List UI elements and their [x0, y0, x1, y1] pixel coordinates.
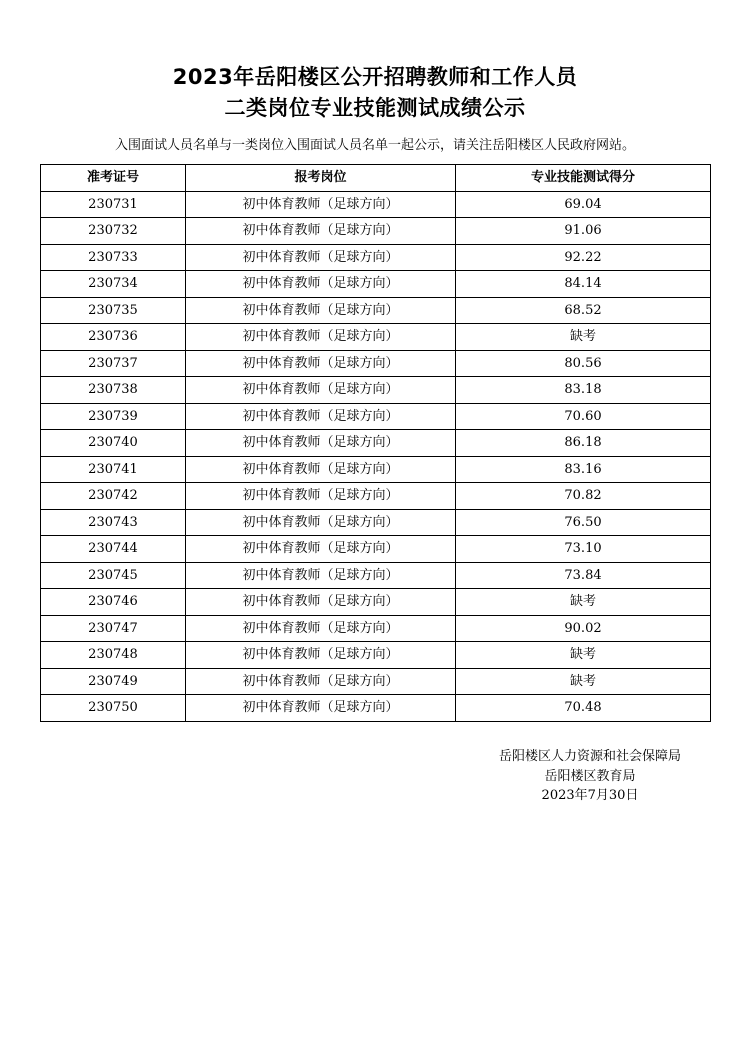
position-cell: 初中体育教师（足球方向）: [186, 324, 456, 351]
table-row: [41, 456, 711, 483]
table-row: [41, 695, 711, 722]
table-row: [41, 562, 711, 589]
exam-number-cell: 230738: [41, 377, 186, 404]
exam-number-cell: 230732: [41, 218, 186, 245]
score-cell: 91.06: [456, 218, 711, 245]
header-position: 报考岗位: [186, 165, 456, 192]
position-cell: 初中体育教师（足球方向）: [186, 536, 456, 563]
table-row: [41, 191, 711, 218]
score-cell: 缺考: [456, 668, 711, 695]
score-cell: 73.10: [456, 536, 711, 563]
score-cell: 83.18: [456, 377, 711, 404]
exam-number-cell: 230737: [41, 350, 186, 377]
page-title: 2023年岳阳楼区公开招聘教师和工作人员: [172, 65, 578, 89]
position-cell: 初中体育教师（足球方向）: [186, 668, 456, 695]
score-cell: 70.82: [456, 483, 711, 510]
score-cell: 70.48: [456, 695, 711, 722]
position-cell: 初中体育教师（足球方向）: [186, 642, 456, 669]
score-table: [40, 164, 711, 722]
table-row: [41, 536, 711, 563]
header-score: 专业技能测试得分: [456, 165, 711, 192]
table-header-row: [41, 165, 711, 192]
exam-number-cell: 230734: [41, 271, 186, 298]
exam-number-cell: 230733: [41, 244, 186, 271]
page-subtitle: 二类岗位专业技能测试成绩公示: [224, 96, 526, 120]
table-row: [41, 350, 711, 377]
table-row: [41, 430, 711, 457]
score-cell: 缺考: [456, 324, 711, 351]
score-cell: 83.16: [456, 456, 711, 483]
position-cell: 初中体育教师（足球方向）: [186, 509, 456, 536]
issuer-hr-bureau: 岳阳楼区人力资源和社会保障局: [498, 749, 681, 764]
score-cell: 73.84: [456, 562, 711, 589]
exam-number-cell: 230746: [41, 589, 186, 616]
table-row: [41, 589, 711, 616]
position-cell: 初中体育教师（足球方向）: [186, 350, 456, 377]
score-cell: 缺考: [456, 642, 711, 669]
issue-date: 2023年7月30日: [541, 788, 639, 803]
exam-number-cell: 230731: [41, 191, 186, 218]
score-cell: 84.14: [456, 271, 711, 298]
position-cell: 初中体育教师（足球方向）: [186, 456, 456, 483]
exam-number-cell: 230744: [41, 536, 186, 563]
table-row: [41, 668, 711, 695]
position-cell: 初中体育教师（足球方向）: [186, 244, 456, 271]
position-cell: 初中体育教师（足球方向）: [186, 377, 456, 404]
score-cell: 69.04: [456, 191, 711, 218]
table-row: [41, 377, 711, 404]
exam-number-cell: 230739: [41, 403, 186, 430]
position-cell: 初中体育教师（足球方向）: [186, 483, 456, 510]
score-cell: 80.56: [456, 350, 711, 377]
table-row: [41, 271, 711, 298]
table-row: [41, 642, 711, 669]
score-cell: 92.22: [456, 244, 711, 271]
exam-number-cell: 230741: [41, 456, 186, 483]
score-cell: 76.50: [456, 509, 711, 536]
position-cell: 初中体育教师（足球方向）: [186, 218, 456, 245]
exam-number-cell: 230748: [41, 642, 186, 669]
position-cell: 初中体育教师（足球方向）: [186, 695, 456, 722]
exam-number-cell: 230745: [41, 562, 186, 589]
position-cell: 初中体育教师（足球方向）: [186, 589, 456, 616]
notice-text: 入围面试人员名单与一类岗位入围面试人员名单一起公示，请关注岳阳楼区人民政府网站。: [114, 138, 635, 153]
position-cell: 初中体育教师（足球方向）: [186, 403, 456, 430]
position-cell: 初中体育教师（足球方向）: [186, 430, 456, 457]
header-exam-number: 准考证号: [41, 165, 186, 192]
exam-number-cell: 230742: [41, 483, 186, 510]
table-row: [41, 297, 711, 324]
exam-number-cell: 230740: [41, 430, 186, 457]
table-body: [41, 191, 711, 721]
exam-number-cell: 230735: [41, 297, 186, 324]
exam-number-cell: 230750: [41, 695, 186, 722]
position-cell: 初中体育教师（足球方向）: [186, 297, 456, 324]
issuer-education-bureau: 岳阳楼区教育局: [544, 769, 636, 784]
table-row: [41, 218, 711, 245]
position-cell: 初中体育教师（足球方向）: [186, 615, 456, 642]
table-row: [41, 244, 711, 271]
exam-number-cell: 230749: [41, 668, 186, 695]
table-row: [41, 483, 711, 510]
table-row: [41, 615, 711, 642]
score-cell: 70.60: [456, 403, 711, 430]
exam-number-cell: 230747: [41, 615, 186, 642]
score-cell: 86.18: [456, 430, 711, 457]
score-cell: 90.02: [456, 615, 711, 642]
score-cell: 缺考: [456, 589, 711, 616]
position-cell: 初中体育教师（足球方向）: [186, 191, 456, 218]
position-cell: 初中体育教师（足球方向）: [186, 562, 456, 589]
exam-number-cell: 230743: [41, 509, 186, 536]
table-row: [41, 509, 711, 536]
position-cell: 初中体育教师（足球方向）: [186, 271, 456, 298]
table-row: [41, 324, 711, 351]
table-row: [41, 403, 711, 430]
score-cell: 68.52: [456, 297, 711, 324]
exam-number-cell: 230736: [41, 324, 186, 351]
